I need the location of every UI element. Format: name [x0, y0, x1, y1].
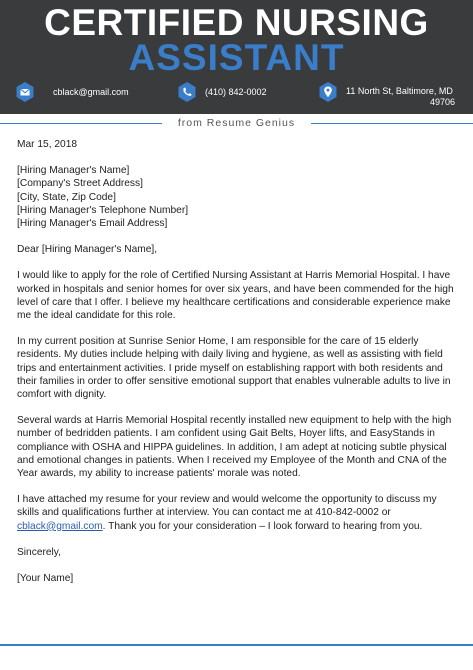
from-resume-genius: from Resume Genius — [177, 117, 296, 129]
contact-email[interactable]: cblack@gmail.com — [53, 87, 129, 97]
header-banner — [0, 0, 473, 114]
recipient-email: [Hiring Manager's Email Address] — [17, 218, 168, 230]
paragraph-4-text: I have attached my resume for your review and would welcome the opportunity to discuss my skills and qualifications further at interview. You can contact me at 410-842-0002 or — [17, 494, 437, 519]
contact-phone[interactable]: (410) 842-0002 — [205, 87, 267, 97]
email-icon — [16, 82, 34, 102]
salutation: Dear [Hiring Manager's Name], — [17, 244, 158, 256]
paragraph-1: I would like to apply for the role of Certified Nursing Assistant at Harris Memorial Hospital. I have worked in hospitals and senior homes for over six years, and have been commended for the high level of care that I offer. I believe my healthcare certifications and considerable experience make me the ideal candidate for this role. — [17, 270, 454, 322]
bottom-divider — [0, 644, 473, 646]
divider-right — [311, 123, 473, 124]
recipient-city: [City, State, Zip Code] — [17, 191, 116, 203]
recipient-street: [Company's Street Address] — [17, 178, 143, 190]
signature: [Your Name] — [17, 573, 74, 585]
paragraph-2: In my current position at Sunrise Senior Home, I am responsible for the care of 15 elderly residents. My duties include helping with daily living and hygiene, as well as assisting with field trips and entertainment activities. I pride myself on establishing rapport with both residents and their families in order to offer sensitive emotional support that enables vulnerable adults to live in comfort with dignity. — [17, 336, 451, 401]
closing: Sincerely, — [17, 546, 61, 558]
paragraph-4-closing-text: . Thank you for your consideration – I look forward to hearing from you. — [102, 520, 423, 532]
recipient-phone: [Hiring Manager's Telephone Number] — [17, 204, 189, 216]
location-icon — [319, 82, 337, 102]
contact-address-line2: 49706 — [430, 97, 456, 107]
paragraph-3: Several wards at Harris Memorial Hospital recently installed new equipment to help with the high number of bedridden patients. I am confident using Gait Belts, Hoyer lifts, and EasyStands in compliance with OSHA and HIPPA guidelines. In addition, I am adept at noticing subtle physical and emotional changes in patients. When I received my Employee of the Month and CNA of the Year awards, my ability to increase patients' morale was noted. — [17, 415, 452, 480]
cover-letter-body — [17, 138, 457, 585]
email-link[interactable]: cblack@gmail.com — [17, 520, 103, 532]
contact-address-line1: 11 North St, Baltimore, MD — [346, 86, 453, 96]
paragraph-4 — [17, 493, 457, 533]
title-line-2: ASSISTANT — [128, 37, 345, 78]
title-line-1: CERTIFIED NURSING — [44, 2, 429, 43]
recipient-name: [Hiring Manager's Name] — [17, 165, 130, 177]
letter-date: Mar 15, 2018 — [17, 139, 78, 150]
phone-icon — [178, 82, 196, 102]
